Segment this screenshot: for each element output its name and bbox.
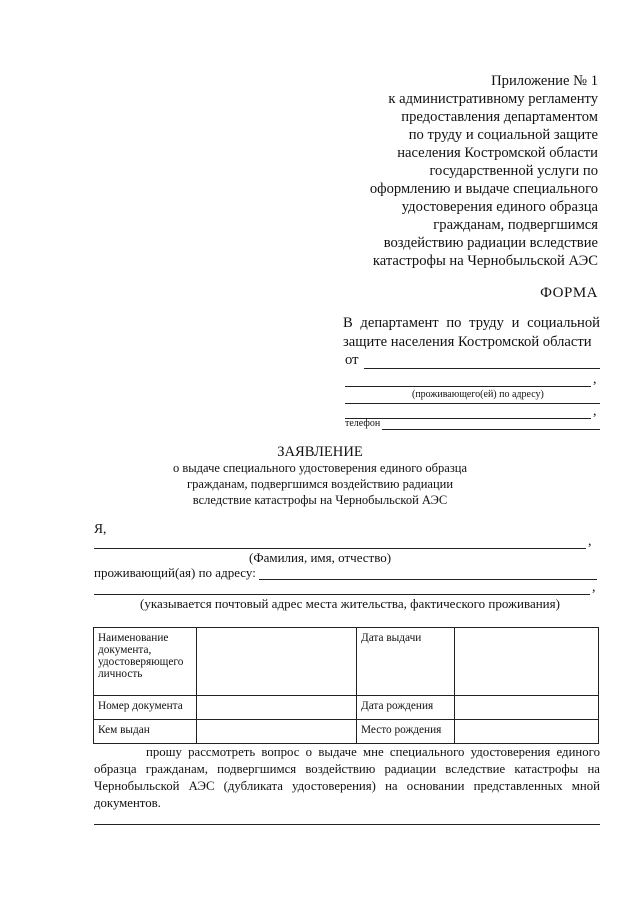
table-cell-label: Дата выдачи (357, 628, 455, 696)
comma: , (588, 534, 592, 549)
appendix-line: гражданам, подвергшимся (433, 217, 598, 233)
addressee-word: труду (469, 315, 504, 331)
appendix-line: воздействию радиации вследствие (383, 235, 598, 251)
table-cell-input[interactable] (197, 720, 357, 744)
address-label: проживающий(ая) по адресу: (94, 565, 256, 580)
table-cell-label: Кем выдан (94, 720, 197, 744)
fio-field[interactable] (94, 548, 586, 549)
fio-hint: (Фамилия, имя, отчество) (249, 550, 392, 565)
phone-label: телефон (345, 418, 381, 429)
addressee-word: департамент (360, 315, 439, 331)
table-cell-label: Наименование документа, удостоверяющего личность (94, 628, 197, 696)
residing-hint: (проживающего(ей) по адресу) (412, 389, 544, 400)
appendix-line: предоставления департаментом (401, 109, 598, 125)
form-label: ФОРМА (540, 285, 598, 301)
address-field[interactable] (345, 403, 600, 404)
addressee-line-2: защите населения Костромской области (343, 334, 592, 350)
from-name-field[interactable] (364, 368, 600, 369)
comma: , (593, 404, 597, 419)
statement-subtitle (0, 460, 640, 508)
subtitle-line: вследствие катастрофы на Чернобыльской АЭС (192, 493, 448, 507)
addressee-word: и (511, 315, 520, 331)
appendix-header (298, 72, 598, 270)
appendix-line: оформлению и выдаче специального (369, 181, 598, 197)
addressee-word: по (446, 315, 462, 331)
table-cell-label: Место рождения (357, 720, 455, 744)
from-name-field-2[interactable] (345, 386, 591, 387)
table-cell-input[interactable] (455, 696, 599, 720)
appendix-line: катастрофы на Чернобыльской АЭС (372, 253, 598, 269)
addressee-word: социальной (527, 315, 600, 331)
applicant-address-field[interactable] (259, 579, 597, 580)
from-label: от (345, 352, 359, 368)
addressee-line-1 (343, 314, 600, 333)
table-cell-label: Дата рождения (357, 696, 455, 720)
table-row (94, 628, 599, 696)
statement-title: ЗАЯВЛЕНИЕ (277, 444, 363, 460)
subtitle-line: гражданам, подвергшимся воздействию радиации (186, 477, 454, 491)
address-hint: (указывается почтовый адрес места жительства, фактического проживания) (140, 596, 560, 611)
applicant-address-field-2[interactable] (94, 594, 590, 595)
addressee-block (343, 314, 600, 352)
phone-field[interactable] (382, 429, 600, 430)
subtitle-line: о выдаче специального удостоверения единого образца (173, 461, 467, 475)
table-cell-input[interactable] (455, 628, 599, 696)
table-cell-input[interactable] (197, 628, 357, 696)
request-paragraph: прошу рассмотреть вопрос о выдаче мне специального удостоверения единого образца гражданам, подвергшимся воздействию радиации вследствие катастрофы на Чернобыльской АЭС (дубликата удостоверения) на основании представленных мной документов. (94, 745, 600, 810)
table-cell-input[interactable] (197, 696, 357, 720)
table-row (94, 696, 599, 720)
appendix-line: по труду и социальной защите (408, 127, 598, 143)
comma: , (592, 580, 596, 595)
i-label: Я, (94, 521, 107, 536)
identity-document-table (93, 627, 599, 744)
table-cell-label: Номер документа (94, 696, 197, 720)
address-field-2[interactable] (345, 418, 591, 419)
comma: , (593, 372, 597, 387)
appendix-line: государственной услуги по (429, 163, 598, 179)
signature-line[interactable] (94, 824, 600, 825)
table-row (94, 720, 599, 744)
appendix-line: населения Костромской области (397, 145, 598, 161)
appendix-line: к административному регламенту (388, 91, 598, 107)
appendix-line: Приложение № 1 (491, 73, 598, 89)
addressee-word: В (343, 315, 353, 331)
table-cell-input[interactable] (455, 720, 599, 744)
appendix-line: удостоверения единого образца (401, 199, 598, 215)
